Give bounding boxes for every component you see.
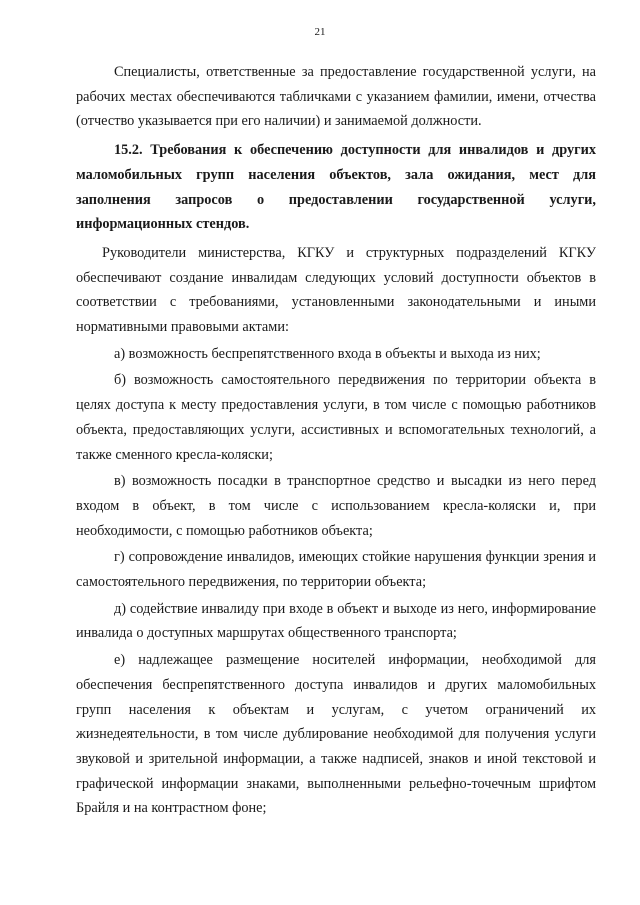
list-item-a: а) возможность беспрепятственного входа в объекты и выхода из них;	[114, 345, 541, 362]
list-item-d: д) содействие инвалиду при входе в объект и выходе из него, информирование инвалида о доступных маршрутах общественного транспорта;	[76, 600, 596, 642]
list-item-b: б) возможность самостоятельного передвижения по территории объекта в целях доступа к месту предоставления услуги, в том числе с помощью работников объекта, предоставляющих услуги, ассистивных и вспомогательных технологий, а также сменного кресла-коляски;	[76, 372, 596, 463]
paragraph-specialists: Специалисты, ответственные за предоставление государственной услуги, на рабочих местах обеспечиваются табличками с указанием фамилии, имени, отчества (отчество указывается при его наличии) и занимаемой должности.	[76, 64, 596, 130]
page-content	[76, 60, 596, 821]
list-item-v: в) возможность посадки в транспортное средство и высадки из него перед входом в объект, в том числе с использованием кресла-коляски и, при необходимости, с помощью работников объекта;	[76, 473, 596, 539]
list-item-e: е) надлежащее размещение носителей информации, необходимой для обеспечения беспрепятственного доступа инвалидов и других маломобильных групп населения к объектам и услугам, с учетом ограничений их жизнедеятельности, в том числе дублирование необходимой для получения услуги звуковой и зрительной информации, а также надписей, знаков и иной текстовой и графической информации знаками, выполненными рельефно-точечным шрифтом Брайля и на контрастном фоне;	[76, 652, 596, 817]
paragraph-intro: Руководители министерства, КГКУ и структурных подразделений КГКУ обеспечивают создание инвалидам следующих условий доступности объектов в соответствии с требованиями, установленными законодательными и иными нормативными правовыми актами:	[76, 244, 596, 336]
list-item-g: г) сопровождение инвалидов, имеющих стойкие нарушения функции зрения и самостоятельного передвижения, по территории объекта;	[76, 549, 596, 591]
page-number: 21	[314, 26, 326, 38]
section-heading: 15.2. Требования к обеспечению доступности для инвалидов и других маломобильных групп населения объектов, зала ожидания, мест для заполнения запросов о предоставлении государственной услуги, информационных стендов.	[76, 142, 596, 233]
